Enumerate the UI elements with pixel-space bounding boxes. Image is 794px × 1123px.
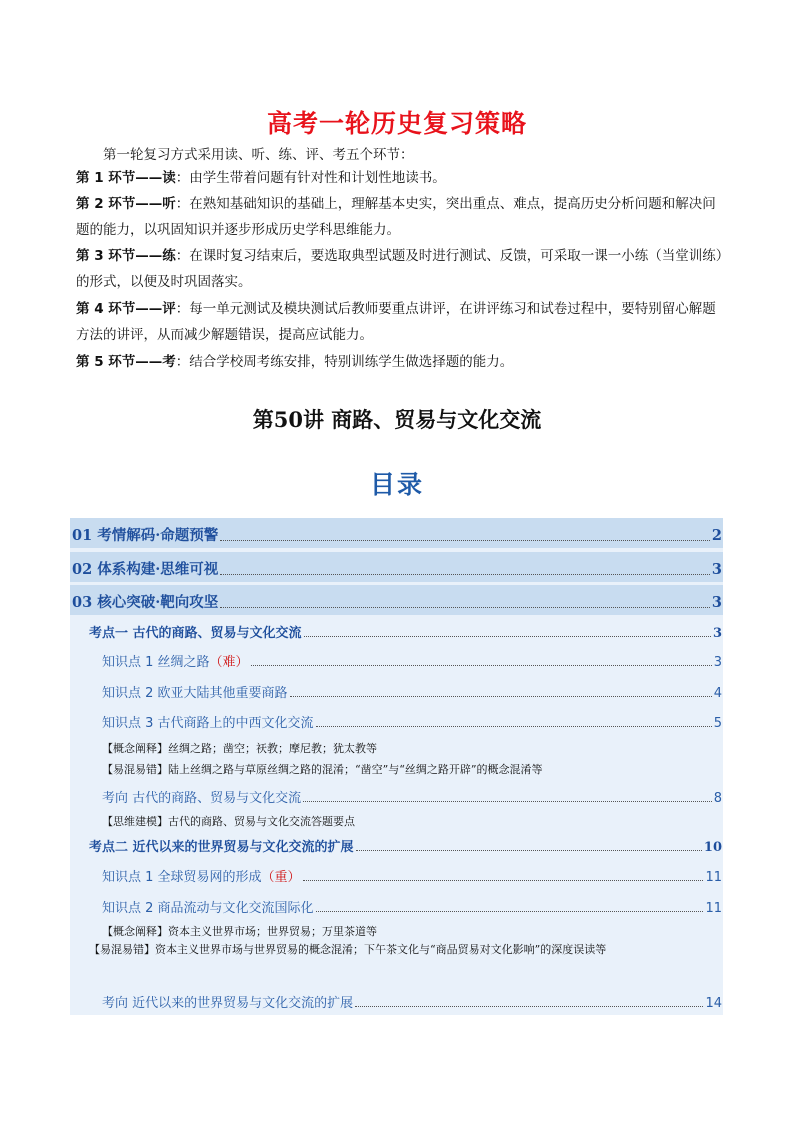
dot-leader	[304, 636, 711, 637]
toc-page: 2	[711, 527, 722, 544]
step-text: ：在熟知基础知识的基础上，理解基本史实，突出重点、难点，提高历史分析问题和解决问题的能力，以巩固知识并逐步形成历史学科思维能力。	[76, 196, 716, 238]
difficulty-tag: （难）	[209, 655, 249, 670]
toc-label: 考向 古代的商路、贸易与文化交流	[102, 791, 302, 806]
toc-label: 知识点 1 全球贸易网的形成	[102, 870, 262, 885]
step-1	[76, 165, 724, 191]
toc-note: 【概念阐释】丝绸之路；凿空；祆教；摩尼教；犹太教等	[102, 742, 377, 755]
toc-entry-point-2-1[interactable]	[102, 866, 722, 885]
step-4	[76, 296, 724, 348]
toc-page: 4	[713, 686, 722, 701]
toc-entry-topic-1[interactable]	[89, 622, 722, 641]
step-head: 第 2 环节——听	[76, 196, 176, 212]
dot-leader	[355, 1006, 703, 1007]
dot-leader	[356, 850, 702, 851]
toc-page: 3	[713, 655, 722, 670]
toc-entry-point-1-3[interactable]	[102, 712, 722, 731]
toc-label: 考点一 古代的商路、贸易与文化交流	[89, 626, 302, 641]
toc-title: 目录	[369, 470, 424, 499]
toc-entry-point-2-2[interactable]	[102, 897, 722, 916]
step-head: 第 5 环节——考	[76, 354, 176, 370]
toc-label: 知识点 2 商品流动与文化交流国际化	[102, 901, 314, 916]
toc-label: 考点二 近代以来的世界贸易与文化交流的扩展	[89, 840, 354, 855]
step-3	[76, 243, 724, 295]
toc-note: 【思维建模】古代的商路、贸易与文化交流答题要点	[102, 815, 355, 828]
toc-entry-direction-1[interactable]	[102, 787, 722, 806]
toc-entry-section-1[interactable]	[72, 524, 722, 545]
dot-leader	[220, 574, 710, 575]
toc-page: 11	[705, 901, 722, 916]
page-title: 高考一轮历史复习策略	[266, 109, 527, 138]
toc-label: 02 体系构建·思维可视	[72, 561, 219, 578]
dot-leader	[220, 540, 710, 541]
toc-label: 考向 近代以来的世界贸易与文化交流的扩展	[102, 996, 354, 1011]
step-text: ：在课时复习结束后，要选取典型试题及时进行测试、反馈，可采取一课一小练（当堂训练）的形式，以便及时巩固落实。	[76, 248, 723, 290]
dot-leader	[251, 665, 712, 666]
toc-page: 3	[711, 594, 722, 611]
toc-entry-point-1-2[interactable]	[102, 682, 722, 701]
toc-label: 知识点 2 欧亚大陆其他重要商路	[102, 686, 288, 701]
toc-entry-direction-2[interactable]	[102, 992, 722, 1011]
lecture-suffix: 讲 商路、贸易与文化交流	[302, 408, 542, 432]
toc-label: 知识点 3 古代商路上的中西文化交流	[102, 716, 314, 731]
lecture-number: 50	[273, 407, 303, 432]
step-text: ：由学生带着问题有针对性和计划性地读书。	[175, 170, 446, 186]
toc-entry-point-1-1[interactable]	[102, 651, 722, 670]
intro-text: 第一轮复习方式采用读、听、练、评、考五个环节：	[103, 147, 414, 163]
toc-entry-topic-2[interactable]	[89, 836, 722, 855]
toc-note: 【易混易错】陆上丝绸之路与草原丝绸之路的混淆；“凿空”与“丝绸之路开辟”的概念混淆等	[102, 763, 543, 776]
step-2	[76, 191, 724, 243]
lecture-title	[0, 404, 794, 434]
step-5	[76, 349, 724, 375]
toc-note: 【概念阐释】资本主义世界市场；世界贸易；万里茶道等	[102, 925, 377, 938]
toc-page: 5	[713, 716, 722, 731]
toc-page: 3	[712, 626, 722, 641]
toc-page: 8	[713, 791, 722, 806]
dot-leader	[303, 880, 704, 881]
toc-label: 03 核心突破·靶向攻坚	[72, 594, 219, 611]
step-head: 第 1 环节——读	[76, 170, 176, 186]
toc-label: 知识点 1 丝绸之路	[102, 655, 210, 670]
difficulty-tag: （重）	[261, 870, 301, 885]
step-head: 第 3 环节——练	[76, 248, 176, 264]
dot-leader	[303, 801, 712, 802]
dot-leader	[220, 607, 710, 608]
step-head: 第 4 环节——评	[76, 301, 176, 317]
toc-entry-section-2[interactable]	[72, 558, 722, 579]
step-text: ：每一单元测试及模块测试后教师要重点讲评，在讲评练习和试卷过程中，要特别留心解题方法的讲评，从而减少解题错误，提高应试能力。	[76, 301, 716, 343]
toc-page: 10	[703, 840, 722, 855]
lecture-prefix: 第	[252, 408, 274, 432]
dot-leader	[316, 911, 704, 912]
toc-page: 14	[705, 996, 722, 1011]
toc-label: 01 考情解码·命题预警	[72, 527, 219, 544]
dot-leader	[316, 726, 712, 727]
toc-note: 【易混易错】资本主义世界市场与世界贸易的概念混淆；下午茶文化与“商品贸易对文化影响”的深度误读等	[89, 943, 607, 956]
toc-entry-section-3[interactable]	[72, 591, 722, 612]
toc-page: 11	[705, 870, 722, 885]
toc-page: 3	[711, 561, 722, 578]
dot-leader	[290, 696, 712, 697]
step-text: ：结合学校周考练安排，特别训练学生做选择题的能力。	[175, 354, 514, 370]
